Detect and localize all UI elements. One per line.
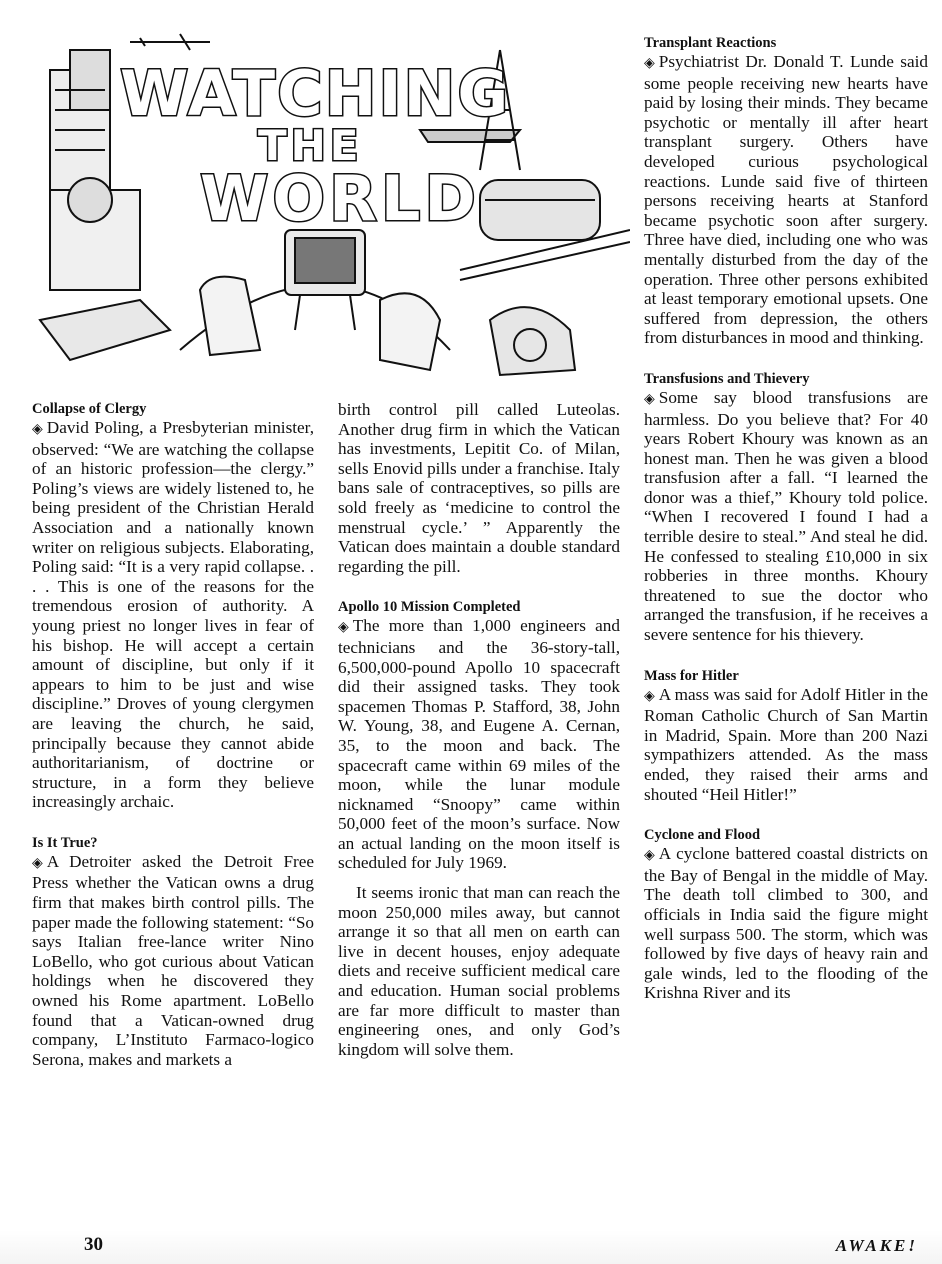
article-text: A cyclone battered coastal districts on the Bay of Bengal in the middle of May. The death toll climbed to 300, and officials in India said the figure might well surpass 500. The storm, which was followed by five days of heavy rain and gale winds, led to the flooding of the Krishna River and its xyxy=(644,844,928,1003)
magazine-name: AWAKE! xyxy=(835,1236,918,1255)
diamond-bullet-icon: ◈ xyxy=(338,620,349,636)
diamond-bullet-icon: ◈ xyxy=(32,855,43,871)
article-text: The more than 1,000 engineers and technicians and the 36-story-tall, 6,500,000-pound Apollo 10 spacecraft did their assigned tasks. They took spacemen Thomas P. Stafford, 38, John W. Young, 38, and Eugene A. Cernan, 35, to the moon and back. The spacecraft came within 69 miles of the moon, while the lunar module nicknamed “Snoopy” came within 50,000 feet of the moon’s surface. Now an actual landing on the moon itself is scheduled for July 1969. xyxy=(338,616,620,873)
article-paragraph: It seems ironic that man can reach the moon 250,000 miles away, but cannot arrange it so that all men on earth can live in decent houses, enjoy adequate diets and receive sufficient medical care and education. Human social problems are far more difficult to master than engineering ones, and only God’s kingdom will solve them. xyxy=(338,883,620,1059)
diamond-bullet-icon: ◈ xyxy=(32,422,43,437)
article-heading: Apollo 10 Mission Completed xyxy=(338,599,521,616)
diamond-bullet-icon: ◈ xyxy=(644,688,655,704)
header-title-the: THE xyxy=(258,121,363,170)
article-heading: Collapse of Clergy xyxy=(32,401,147,417)
article-paragraph xyxy=(644,844,928,1003)
header-title-watching: WATCHING xyxy=(120,57,511,130)
article-paragraph xyxy=(32,852,314,1070)
article-text: A mass was said for Adolf Hitler in the Roman Catholic Church of San Martin in Madrid, Spain. More than 200 Nazi sympathizers attended. As the mass ended, they raised their arms and shouted “Heil Hitler!” xyxy=(644,684,928,804)
article-text: Psychiatrist Dr. Donald T. Lunde said some people receiving new hearts have paid by losing their minds. They became psychotic or mentally ill after heart transplant surgery. Others have developed curious psychological reactions. Lunde said five of thirteen persons receiving hearts at Stanford became psychotic soon after surgery. Three have died, including one who was mentally disturbed from the day of the operation. Three other persons exhibited at least temporary emotional upsets. One suffered from depression, the others from disturbances in mood and thinking. xyxy=(644,52,928,348)
watching-the-world-illustration xyxy=(30,30,630,390)
article-text: David Poling, a Presbyterian minister, observed: “We are watching the collapse of an historic profession—the clergy.” Poling’s views are widely listened to, he being president of the Christian Herald Association and a nationally known writer on religious subjects. Elaborating, Poling said: “It is a very rapid collapse. . . . This is one of the reasons for the tremendous erosion of authority. A young priest no longer lives in fear of his bishop. He will accept a certain amount of discipline, but only if it appears to him to be just and wise discipline.” Droves of young clergymen are leaving the church, he said, principally because they cannot abide authoritarianism, of doctrine or structure, in a form they believe increasingly archaic. xyxy=(32,418,314,812)
page-number: 30 xyxy=(84,1234,103,1255)
column-3 xyxy=(644,34,928,1003)
article-heading: Transfusions and Thievery xyxy=(644,370,810,387)
column-2 xyxy=(338,400,620,1059)
article-paragraph xyxy=(644,685,928,805)
article-paragraph xyxy=(644,52,928,348)
diamond-bullet-icon: ◈ xyxy=(644,848,655,864)
page-bottom-shade xyxy=(0,1230,942,1264)
article-heading: Transplant Reactions xyxy=(644,35,777,51)
article-heading: Cyclone and Flood xyxy=(644,827,761,844)
header-title-world: WORLD xyxy=(200,162,480,235)
article-text: A Detroiter asked the Detroit Free Press whether the Vatican owns a drug firm that makes birth control pills. The paper made the following statement: “So says Italian free-lance writer Nino LoBello, who got curious about Vatican holdings when he discovered they owned his Rome apartment. LoBello found that a Vatican-owned drug company, L’Instituto Farmaco-logico Serona, makes and markets a xyxy=(32,851,314,1069)
article-heading: Mass for Hitler xyxy=(644,667,739,684)
diamond-bullet-icon: ◈ xyxy=(644,56,655,71)
column-1 xyxy=(32,400,314,1069)
article-text: Some say blood transfusions are harmless. Do you believe that? For 40 years Robert Khoury was known as an honest man. Then he was given a blood transfusion after a fall. “I learned the donor was a thief,” Khoury told police. “When I recovered I found I had a terrible desire to steal.” And steal he did. He confessed to stealing £10,000 in six robberies in three months. Khoury threatened to sue the doctor who arranged the transfusion, if he receives a severe sentence for his thievery. xyxy=(644,387,928,645)
article-heading: Is It True? xyxy=(32,834,98,851)
diamond-bullet-icon: ◈ xyxy=(644,391,655,407)
article-paragraph xyxy=(644,388,928,645)
article-paragraph xyxy=(32,418,314,812)
article-paragraph xyxy=(338,616,620,873)
article-paragraph-continued: birth control pill called Luteolas. Another drug firm in which the Vatican has investments, Lepitit Co. of Milan, sells Enovid pills under a franchise. Italy bans sale of contraceptives, so pills are sold freely as ‘medicine to control the menstrual cycle.’ ” Apparently the Vatican does maintain a double standard regarding the pill. xyxy=(338,400,620,576)
